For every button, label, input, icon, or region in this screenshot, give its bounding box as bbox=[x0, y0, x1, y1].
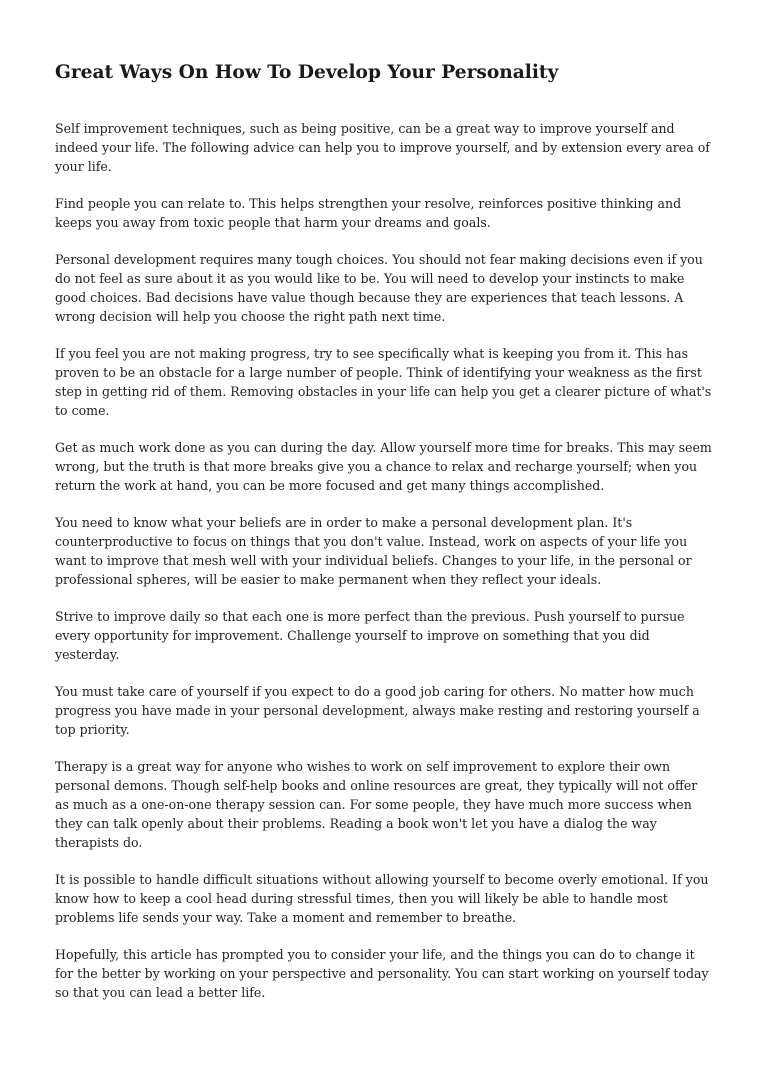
paragraph: It is possible to handle difficult situations without allowing yourself to become overly emotional. If you know how to keep a cool head during stressful times, then you will likely be able to handle most problems life sends your way. Take a moment and remember to breathe. bbox=[55, 872, 709, 925]
paragraph: If you feel you are not making progress, try to see specifically what is keeping you from it. This has proven to be an obstacle for a large number of people. Think of identifying your weakness as the first step in getting rid of them. Removing obstacles in your life can help you get a clearer picture of what's to come. bbox=[55, 346, 712, 418]
paragraph: You must take care of yourself if you expect to do a good job caring for others. No matter how much progress you have made in your personal development, always make resting and restoring yourself a top priority. bbox=[55, 684, 700, 737]
paragraph: Self improvement techniques, such as being positive, can be a great way to improve yourself and indeed your life. The following advice can help you to improve yourself, and by extension every area of your life. bbox=[55, 121, 710, 174]
paragraph: Strive to improve daily so that each one is more perfect than the previous. Push yourself to pursue every opportunity for improvement. Challenge yourself to improve on something that you did yesterday. bbox=[55, 609, 685, 662]
paragraph: Hopefully, this article has prompted you to consider your life, and the things you can do to change it for the better by working on your perspective and personality. You can start working on yourself today so that you can lead a better life. bbox=[55, 947, 709, 1000]
paragraph: Therapy is a great way for anyone who wishes to work on self improvement to explore their own personal demons. Though self-help books and online resources are great, they typically will not offer as much as a one-on-one therapy session can. For some people, they have much more success when they can talk openly about their problems. Reading a book won't let you have a dialog the way therapists do. bbox=[55, 759, 698, 850]
paragraph: Personal development requires many tough choices. You should not fear making decisions even if you do not feel as sure about it as you would like to be. You will need to develop your instincts to make good choices. Bad decisions have value though because they are experiences that teach lessons. A wrong decision will help you choose the right path next time. bbox=[55, 252, 703, 324]
document-body bbox=[55, 119, 712, 1002]
paragraph: Find people you can relate to. This helps strengthen your resolve, reinforces positive thinking and keeps you away from toxic people that harm your dreams and goals. bbox=[55, 196, 682, 230]
paragraph: You need to know what your beliefs are in order to make a personal development plan. It's counterproductive to focus on things that you don't value. Instead, work on aspects of your life you want to improve that mesh well with your individual beliefs. Changes to your life, in the personal or professional spheres, will be easier to make permanent when they reflect your ideals. bbox=[55, 515, 692, 587]
document-title: Great Ways On How To Develop Your Personality bbox=[55, 62, 559, 83]
paragraph: Get as much work done as you can during the day. Allow yourself more time for breaks. This may seem wrong, but the truth is that more breaks give you a chance to relax and recharge yourself; when you return the work at hand, you can be more focused and get many things accomplished. bbox=[55, 440, 712, 493]
